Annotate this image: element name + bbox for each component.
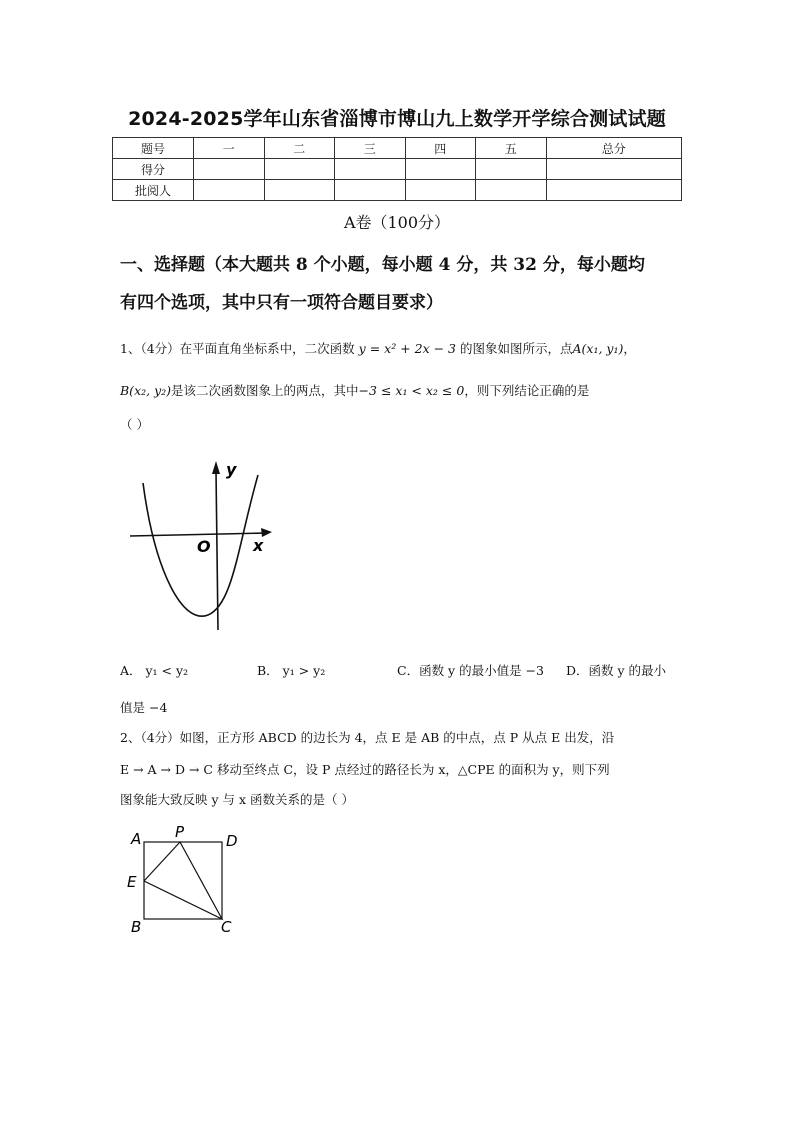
header-cell: 总分 bbox=[546, 138, 682, 159]
option-c: C．函数 y 的最小值是 −3 bbox=[397, 663, 544, 678]
square-figure bbox=[122, 822, 252, 940]
grader-cell bbox=[405, 180, 476, 201]
question-number: 1、（4分） bbox=[120, 341, 180, 356]
y-axis-arrow-icon bbox=[212, 461, 220, 474]
score-cell bbox=[335, 159, 406, 180]
header-cell: 三 bbox=[335, 138, 406, 159]
question-text: 是该二次函数图象上的两点，其中 bbox=[171, 383, 359, 398]
section-heading-line1: 一、选择题（本大题共 8 个小题，每小题 4 分，共 32 分，每小题均 bbox=[120, 255, 645, 275]
header-cell: 题号 bbox=[113, 138, 194, 159]
section-heading-line2: 有四个选项，其中只有一项符合题目要求） bbox=[120, 293, 443, 313]
formula: y = x² + 2x − 3 bbox=[358, 341, 456, 356]
score-table-header-row bbox=[113, 138, 682, 159]
score-cell bbox=[194, 159, 265, 180]
score-cell bbox=[264, 159, 335, 180]
score-cell bbox=[476, 159, 547, 180]
question-text: ，则下列结论正确的是 bbox=[464, 383, 590, 398]
x-axis bbox=[130, 533, 266, 536]
grader-cell bbox=[264, 180, 335, 201]
question-2-line1 bbox=[120, 727, 680, 749]
label-c: C bbox=[221, 918, 232, 936]
question-1-line1: 1、（4分）在平面直角坐标系中，二次函数 y = x² + 2x − 3 的图象如图所示，点A(x₁, y₁)， bbox=[120, 341, 636, 356]
question-text: 的图象如图所示，点 bbox=[459, 341, 573, 356]
question-2-line3: 图象能大致反映 y 与 x 函数关系的是（ ） bbox=[120, 792, 354, 807]
question-number: 2、（4分） bbox=[120, 730, 180, 745]
score-cell bbox=[546, 159, 682, 180]
triangle-cpe bbox=[144, 842, 222, 919]
question-1-line2 bbox=[120, 380, 680, 402]
grader-cell bbox=[194, 180, 265, 201]
grader-cell bbox=[335, 180, 406, 201]
option-a: A． y₁ < y₂ bbox=[120, 663, 189, 678]
exam-title: 2024-2025学年山东省淄博市博山九上数学开学综合测试试题 bbox=[128, 108, 666, 130]
volume-heading: A卷（100分） bbox=[343, 213, 451, 232]
option-b: B． y₁ > y₂ bbox=[257, 663, 326, 678]
parabola-figure bbox=[120, 455, 280, 635]
grader-cell bbox=[476, 180, 547, 201]
condition: −3 ≤ x₁ < x₂ ≤ 0 bbox=[358, 383, 465, 398]
label-a: A bbox=[131, 830, 142, 848]
label-e: E bbox=[127, 873, 137, 891]
label-p: P bbox=[175, 823, 185, 841]
score-cell bbox=[405, 159, 476, 180]
point-a: A(x₁, y₁) bbox=[572, 341, 624, 356]
row-label: 得分 bbox=[113, 159, 194, 180]
score-row bbox=[113, 159, 682, 180]
option-d-continued: 值是 −4 bbox=[120, 700, 168, 715]
question-text: 如图，正方形 ABCD 的边长为 4，点 E 是 AB 的中点，点 P 从点 E 出发，沿 bbox=[179, 730, 615, 745]
header-cell: 四 bbox=[405, 138, 476, 159]
score-table bbox=[112, 137, 682, 201]
question-2-line2: E → A → D → C 移动至终点 C，设 P 点经过的路径长为 x，△CPE 的面积为 y，则下列 bbox=[120, 762, 610, 777]
question-text: 在平面直角坐标系中，二次函数 bbox=[179, 341, 355, 356]
header-cell: 五 bbox=[476, 138, 547, 159]
label-d: D bbox=[226, 832, 238, 850]
x-label: x bbox=[253, 536, 264, 555]
answer-paren: （ ） bbox=[120, 417, 149, 432]
y-axis bbox=[216, 471, 218, 630]
y-label: y bbox=[226, 460, 237, 479]
row-label: 批阅人 bbox=[113, 180, 194, 201]
grader-cell bbox=[546, 180, 682, 201]
label-b: B bbox=[131, 918, 142, 936]
grader-row bbox=[113, 180, 682, 201]
point-b: B(x₂, y₂) bbox=[120, 383, 172, 398]
origin-label: O bbox=[197, 537, 211, 556]
header-cell: 一 bbox=[194, 138, 265, 159]
square-abcd bbox=[144, 842, 222, 919]
header-cell: 二 bbox=[264, 138, 335, 159]
option-d: D．函数 y 的最小 bbox=[566, 663, 667, 678]
